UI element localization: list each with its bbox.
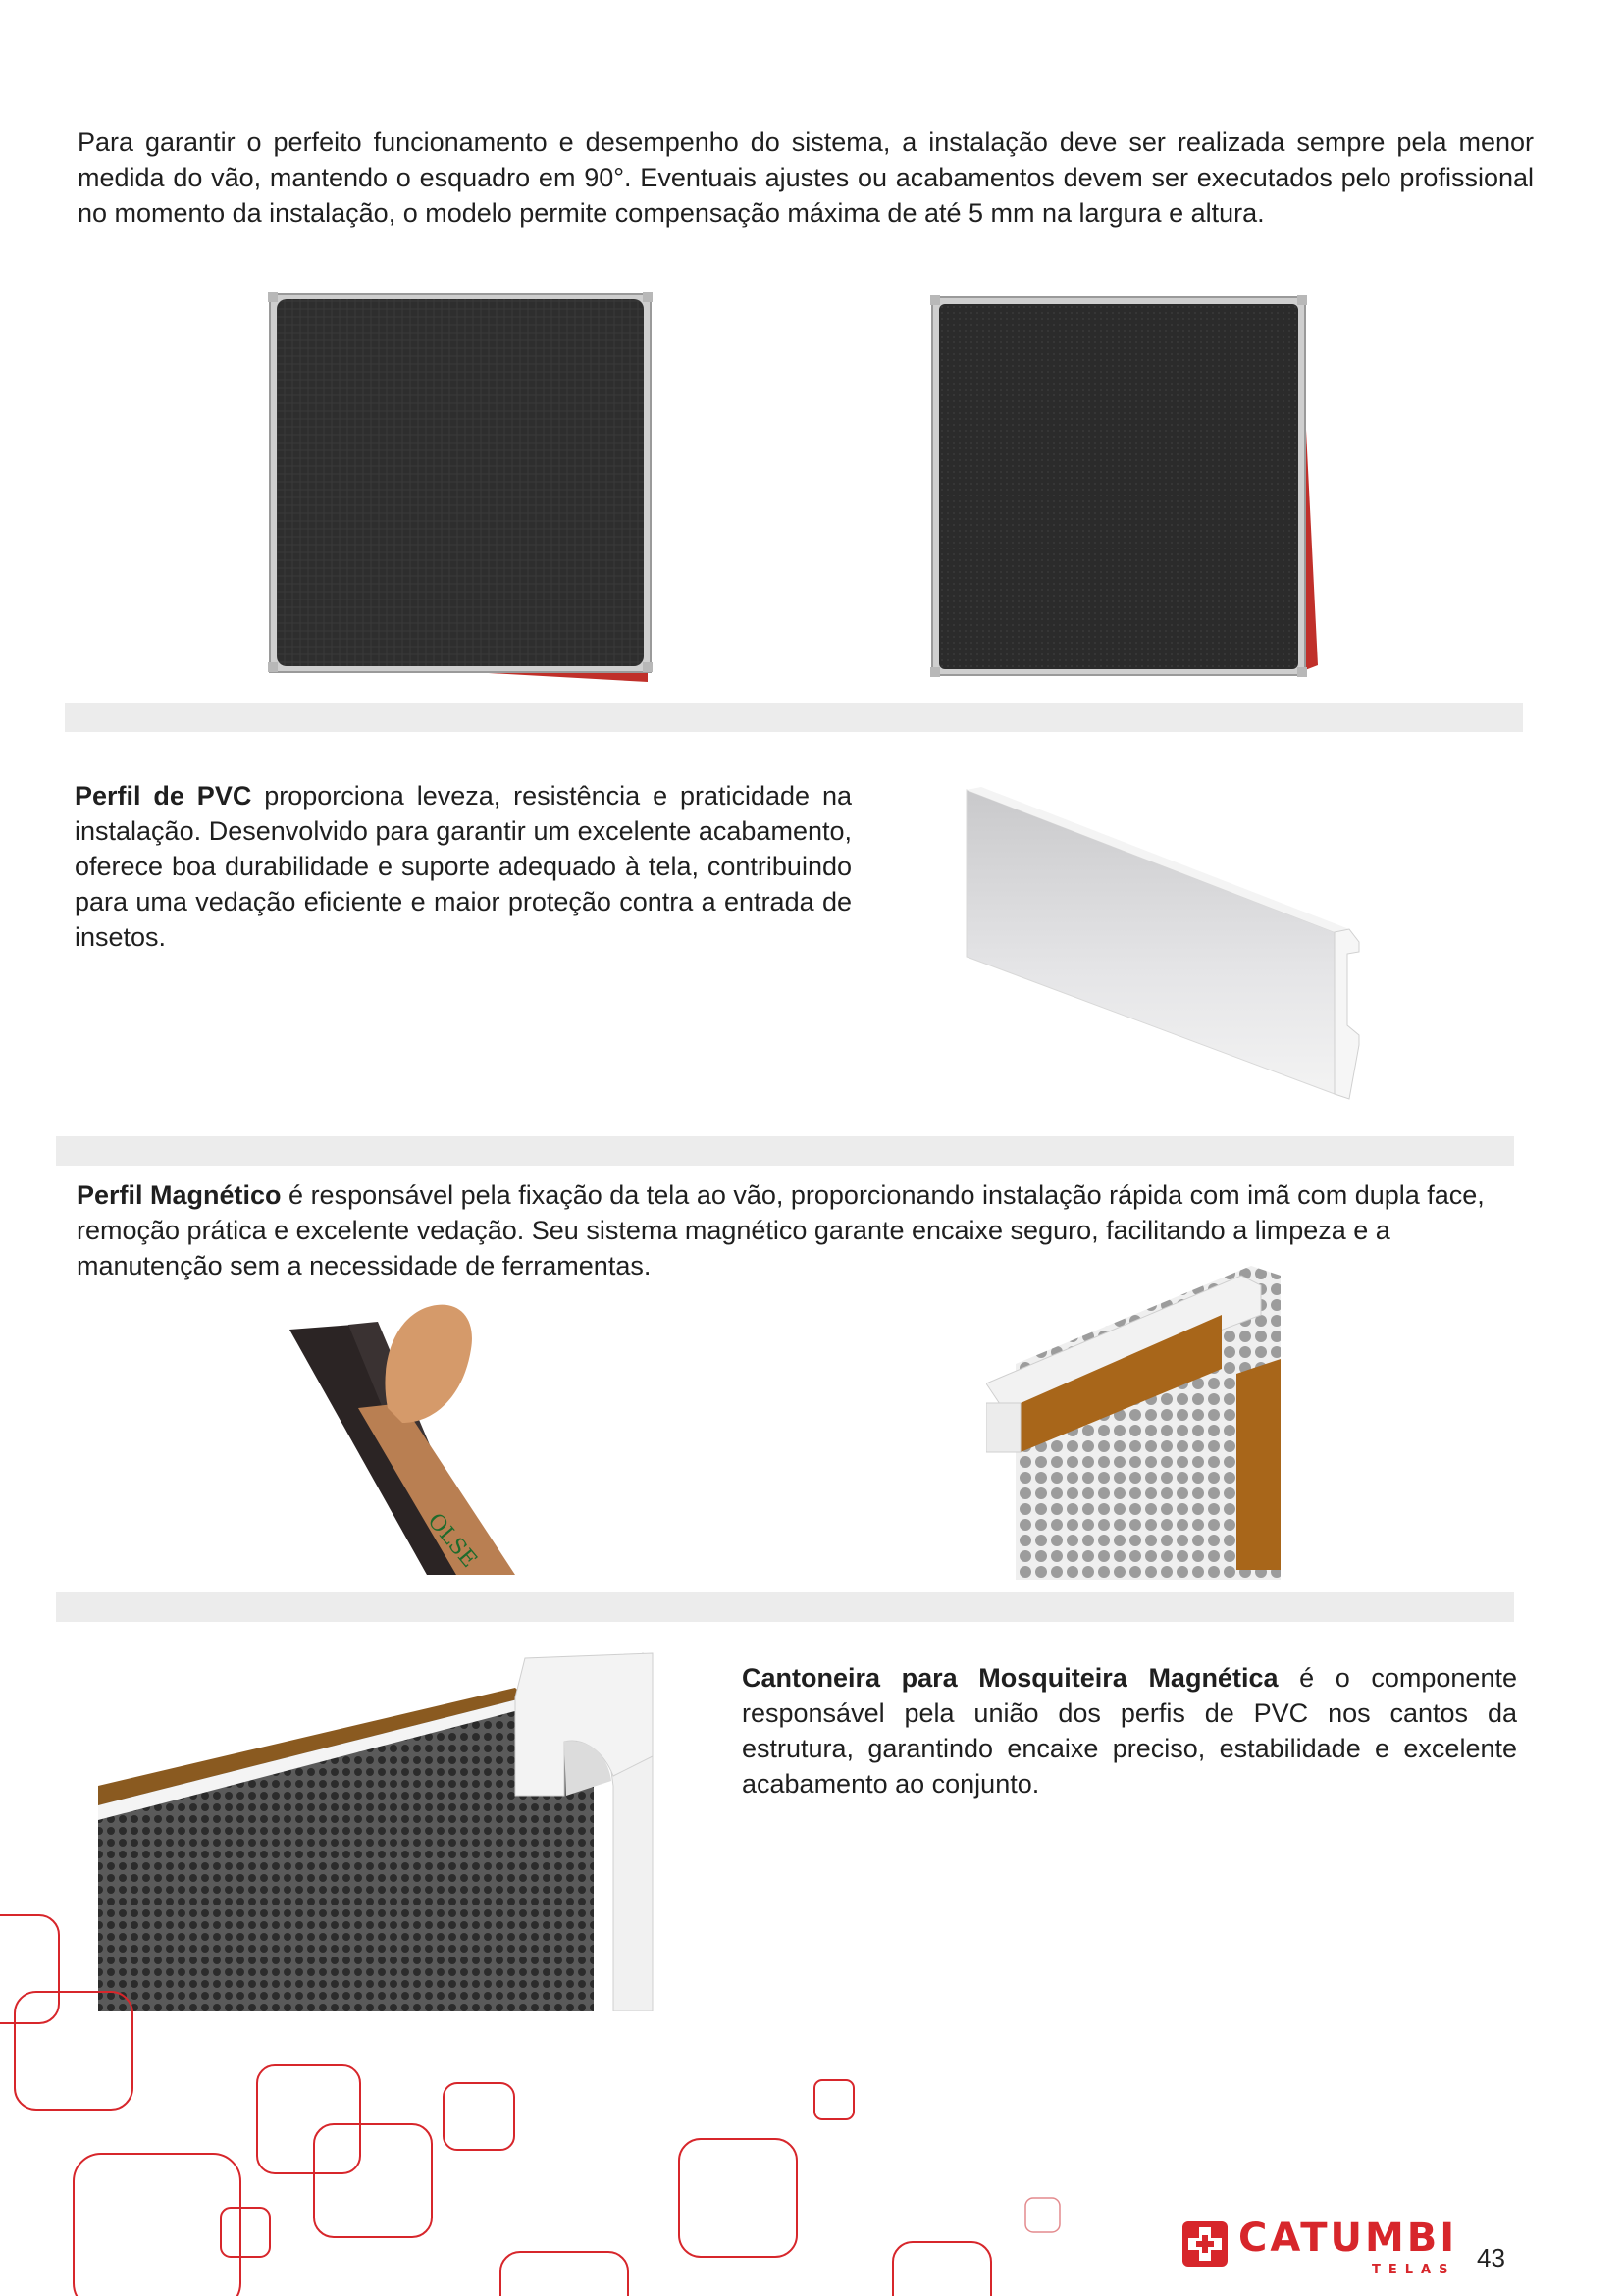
tape-print-text: OLSE (422, 1508, 482, 1573)
corner-text: é o componente responsável pela união dos perfis de PVC nos cantos da estrutura, garantindo encaixe preciso, estabilidade e excelente acabamento ao conjunto. (742, 1663, 1517, 1799)
screen-image-right (927, 292, 1320, 685)
screen-image-left (265, 289, 657, 692)
decorative-squares (0, 1904, 1079, 2296)
magnetic-tape-image (289, 1300, 564, 1575)
magnetic-frame-image (986, 1266, 1290, 1585)
corner-title: Cantoneira para Mosquiteira Magnética (742, 1663, 1279, 1693)
magnetic-text: é responsável pela fixação da tela ao vão, proporcionando instalação rápida com imã com dupla face, remoção prática e excelente vedação. Seu sistema magnético garante encaixe seguro, facilitando a limpeza e a manutenção sem a necessidade de ferramentas. (77, 1180, 1485, 1280)
pvc-title: Perfil de PVC (75, 781, 252, 810)
intro-paragraph: Para garantir o perfeito funcionamento e desempenho do sistema, a instalação deve ser realizada sempre pela menor medida do vão, mantendo o esquadro em 90°. Eventuais ajustes ou acabamentos devem ser executados pelo profissional no momento da instalação, o modelo permite compensação máxima de até 5 mm na largura e altura. (78, 128, 1534, 228)
brand-subtitle: TELAS (1372, 2263, 1456, 2277)
pvc-paragraph (75, 778, 852, 955)
pvc-text: proporciona leveza, resistência e praticidade na instalação. Desenvolvido para garantir um excelente acabamento, oferece boa durabilidade e suporte adequado à tela, contribuindo para uma vedação eficiente e maior proteção contra a entrada de insetos. (75, 781, 852, 952)
corner-paragraph (742, 1660, 1517, 1801)
catumbi-logo-icon (1182, 2221, 1228, 2267)
magnetic-paragraph (77, 1177, 1533, 1283)
divider-bar-3 (56, 1592, 1514, 1622)
pvc-profile-image (962, 785, 1384, 1104)
divider-bar-2 (56, 1136, 1514, 1166)
brand-name: CATUMBI (1238, 2216, 1458, 2261)
page-number: 43 (1477, 2243, 1505, 2272)
magnetic-title: Perfil Magnético (77, 1180, 282, 1210)
divider-bar-1 (65, 703, 1523, 732)
